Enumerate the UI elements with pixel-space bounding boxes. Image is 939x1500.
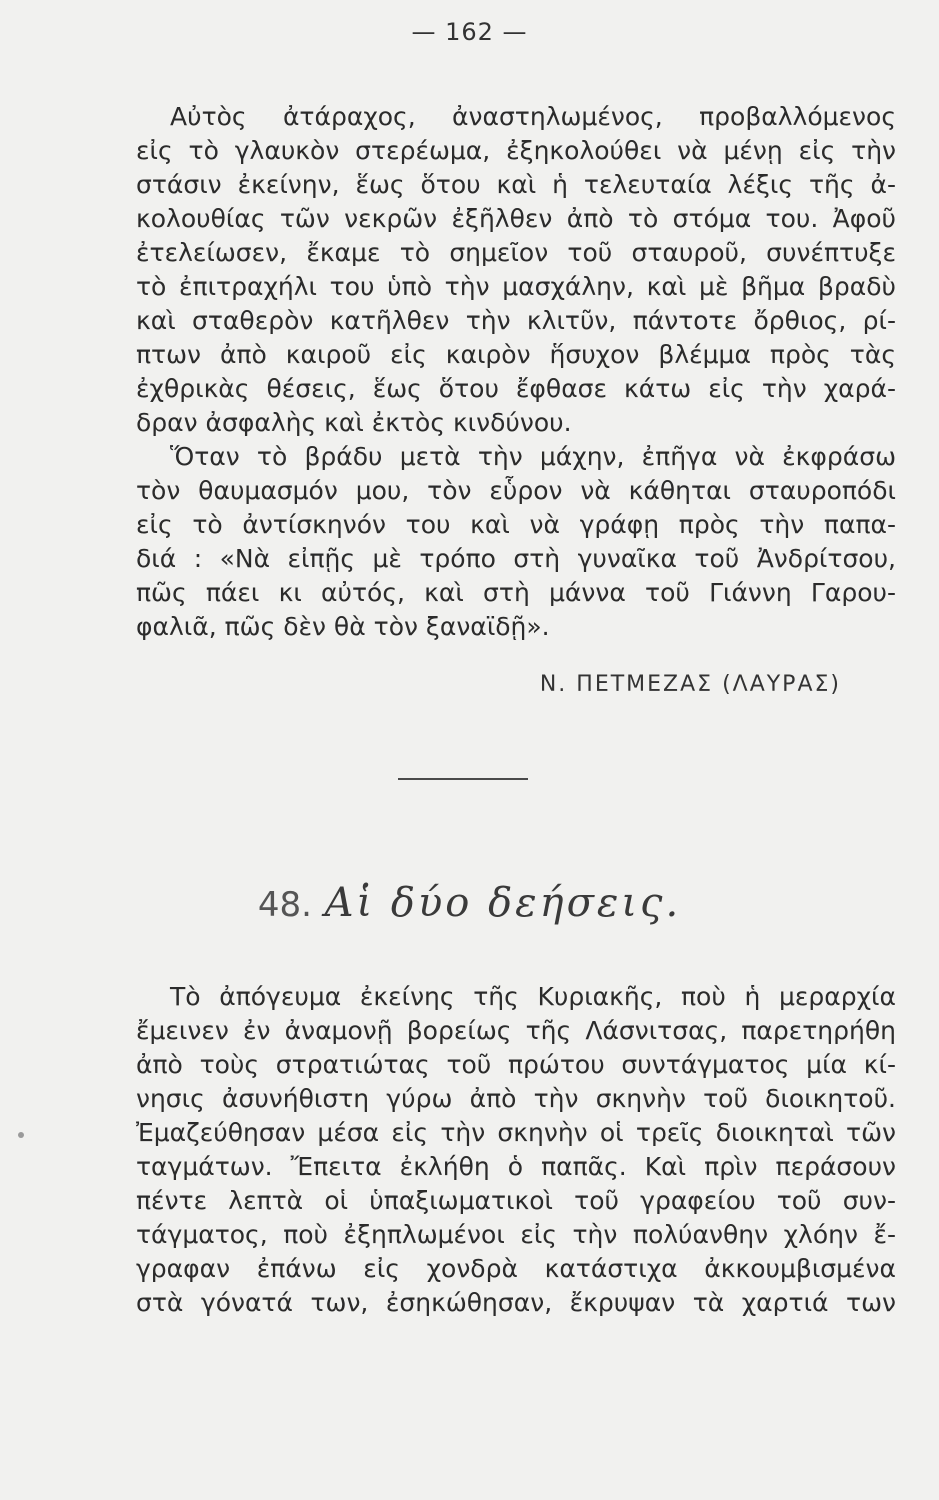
text-line: καὶ σταθερὸν κατῆλθεν τὴν κλιτῦν, πάντοτε ὄρθιος, ρί-	[136, 306, 896, 335]
text-line: Ὅταν τὸ βράδυ μετὰ τὴν μάχην, ἐπῆγα νὰ ἐκφράσω	[170, 442, 896, 471]
text-line: εἰς τὸ γλαυκὸν στερέωμα, ἐξηκολούθει νὰ μένῃ εἰς τὴν	[136, 136, 896, 165]
text-line: φαλιᾶ, πῶς δὲν θὰ τὸν ξαναϊδῇ».	[136, 612, 550, 641]
author-signature: Ν. ΠΕΤΜΕΖΑΣ (ΛΑΥΡΑΣ)	[539, 672, 841, 697]
chapter-number: 48.	[257, 885, 312, 925]
text-line: ἔμεινεν ἐν ἀναμονῇ βορείως τῆς Λάσνιτσας, παρετηρήθη	[136, 1016, 896, 1045]
text-line: τάγματος, ποὺ ἐξηπλωμένοι εἰς τὴν πολύανθην χλόην ἔ-	[136, 1220, 896, 1249]
text-line: τὸν θαυμασμόν μου, τὸν εὗρον νὰ κάθηται σταυροπόδι	[136, 476, 896, 505]
text-line: πτων ἀπὸ καιροῦ εἰς καιρὸν ἥσυχον βλέμμα πρὸς τὰς	[136, 340, 896, 369]
text-line: πῶς πάει κι αὐτός, καὶ στὴ μάννα τοῦ Γιάννη Γαρου-	[136, 578, 896, 607]
section-divider	[398, 778, 528, 780]
text-line: ἐτελείωσεν, ἔκαμε τὸ σημεῖον τοῦ σταυροῦ, συνέπτυξε	[136, 238, 896, 267]
text-line: πέντε λεπτὰ οἱ ὑπαξιωματικοὶ τοῦ γραφείου τοῦ συν-	[136, 1186, 896, 1215]
chapter-heading	[0, 880, 939, 926]
text-line: γραφαν ἐπάνω εἰς χονδρὰ κατάστιχα ἀκκουμβισμένα	[136, 1254, 896, 1283]
text-line: νησις ἀσυνήθιστη γύρω ἀπὸ τὴν σκηνὴν τοῦ διοικητοῦ.	[136, 1084, 896, 1113]
page-number: — 162 —	[411, 18, 528, 46]
text-line: Αὐτὸς ἀτάραχος, ἀναστηλωμένος, προβαλλόμενος	[170, 102, 896, 131]
paper-speck	[18, 1132, 24, 1138]
text-line: δραν ἀσφαλὴς καὶ ἐκτὸς κινδύνου.	[136, 408, 572, 437]
text-line: κολουθίας τῶν νεκρῶν ἐξῆλθεν ἀπὸ τὸ στόμα του. Ἀφοῦ	[136, 204, 896, 233]
text-line: Ἐμαζεύθησαν μέσα εἰς τὴν σκηνὴν οἱ τρεῖς διοικηταὶ τῶν	[136, 1118, 896, 1147]
text-line: ἐχθρικὰς θέσεις, ἕως ὅτου ἔφθασε κάτω εἰς τὴν χαρά-	[136, 374, 896, 403]
text-line: στάσιν ἐκείνην, ἕως ὅτου καὶ ἡ τελευταία λέξις τῆς ἀ-	[136, 170, 896, 199]
text-line: ταγμάτων. Ἔπειτα ἐκλήθη ὁ παπᾶς. Καὶ πρὶν περάσουν	[136, 1152, 896, 1181]
text-line: Τὸ ἀπόγευμα ἐκείνης τῆς Κυριακῆς, ποὺ ἡ μεραρχία	[170, 982, 896, 1011]
text-line: στὰ γόνατά των, ἐσηκώθησαν, ἔκρυψαν τὰ χαρτιά των	[136, 1288, 896, 1317]
text-line: εἰς τὸ ἀντίσκηνόν του καὶ νὰ γράφῃ πρὸς τὴν παπα-	[136, 510, 896, 539]
text-line: διά : «Νὰ εἰπῇς μὲ τρόπο στὴ γυναῖκα τοῦ Ἀνδρίτσου,	[136, 544, 896, 573]
text-line: ἀπὸ τοὺς στρατιώτας τοῦ πρώτου συντάγματος μία κί-	[136, 1050, 896, 1079]
text-line: τὸ ἐπιτραχήλι του ὑπὸ τὴν μασχάλην, καὶ μὲ βῆμα βραδὺ	[136, 272, 896, 301]
chapter-title: Αἱ δύο δεήσεις.	[324, 880, 682, 926]
